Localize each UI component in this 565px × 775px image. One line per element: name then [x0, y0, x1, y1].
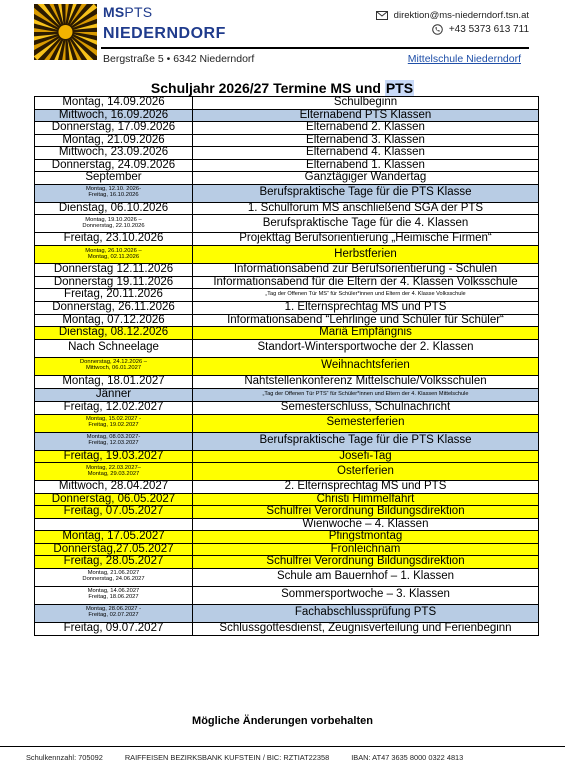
schedule-row	[35, 302, 539, 315]
row-event: Informationsabend für die Eltern der 4. Klassen Volksschule	[193, 276, 539, 289]
row-date: Mittwoch, 28.04.2027	[35, 481, 193, 494]
schedule-title: Schuljahr 2026/27 Termine MS und PTS	[150, 80, 414, 96]
row-date: Nach Schneelage	[35, 339, 193, 357]
row-event: Josefi-Tag	[193, 450, 539, 463]
row-date: Freitag, 19.03.2027	[35, 450, 193, 463]
schedule-row	[35, 147, 539, 160]
row-event: Semesterschluss, Schulnachricht	[193, 401, 539, 414]
row-event: Christi Himmelfahrt	[193, 493, 539, 506]
row-date: Mittwoch, 16.09.2026	[35, 109, 193, 122]
row-event: „Tag der Offenen Tür MS“ für Schüler*innen und Eltern der 4. Klasse Volksschule	[193, 289, 539, 302]
row-date: Freitag, 20.11.2026	[35, 289, 193, 302]
schedule-row	[35, 463, 539, 481]
row-event: Schulfrei Verordnung Bildungsdirektion	[193, 556, 539, 569]
schedule-row	[35, 233, 539, 246]
row-date: Freitag, 23.10.2026	[35, 233, 193, 246]
row-date: Montag, 14.06.2027 Freitag, 18.06.2027	[35, 586, 193, 604]
schedule-row	[35, 159, 539, 172]
schedule-row	[35, 414, 539, 432]
schedule-row	[35, 401, 539, 414]
row-event: Elternabend 3. Klassen	[193, 134, 539, 147]
schedule-row	[35, 246, 539, 264]
row-event: Schule am Bauernhof – 1. Klassen	[193, 568, 539, 586]
row-date: Freitag, 28.05.2027	[35, 556, 193, 569]
row-date: Montag, 07.12.2026	[35, 314, 193, 327]
row-date: Jänner	[35, 388, 193, 401]
schedule-row	[35, 481, 539, 494]
school-short-name: MSPTS	[103, 4, 153, 20]
row-event: Osterferien	[193, 463, 539, 481]
row-event: Ganztägiger Wandertag	[193, 172, 539, 185]
row-date: Donnerstag 19.11.2026	[35, 276, 193, 289]
row-date: Montag, 14.09.2026	[35, 97, 193, 110]
schedule-row	[35, 357, 539, 375]
sun-logo	[34, 4, 97, 60]
schedule-row	[35, 531, 539, 544]
row-event: Pfingstmontag	[193, 531, 539, 544]
school-name: NIEDERNDORF	[103, 25, 226, 42]
row-date: Montag, 26.10.2026 – Montag, 02.11.2026	[35, 246, 193, 264]
row-date: Donnerstag, 26.11.2026	[35, 302, 193, 315]
schedule-row	[35, 276, 539, 289]
row-event: Elternabend PTS Klassen	[193, 109, 539, 122]
row-event: Schulbeginn	[193, 97, 539, 110]
schedule-row	[35, 586, 539, 604]
contact-phone[interactable]: +43 5373 613 711	[432, 24, 529, 35]
row-event: Projekttag Berufsorientierung „Heimische Firmen“	[193, 233, 539, 246]
row-date	[35, 518, 193, 531]
row-event: Semesterferien	[193, 414, 539, 432]
row-date: Donnerstag, 24.09.2026	[35, 159, 193, 172]
row-date: Donnerstag, 17.09.2026	[35, 122, 193, 135]
row-event: Schulfrei Verordnung Bildungsdirektion	[193, 506, 539, 519]
schedule-row	[35, 622, 539, 635]
row-event: Elternabend 1. Klassen	[193, 159, 539, 172]
bank-info: RAIFFEISEN BEZIRKSBANK KUFSTEIN / BIC: RZTIAT22358	[124, 753, 330, 762]
row-date: Montag, 19.10.2026 – Donnerstag, 22.10.2026	[35, 215, 193, 233]
row-event: Herbstferien	[193, 246, 539, 264]
schedule-row	[35, 215, 539, 233]
header-divider	[101, 47, 529, 49]
row-date: Donnerstag, 06.05.2027	[35, 493, 193, 506]
schedule-row	[35, 604, 539, 622]
row-date: Montag, 15.02.2027 - Freitag, 19.02.2027	[35, 414, 193, 432]
disclaimer-note: Mögliche Änderungen vorbehalten	[192, 715, 373, 727]
schedule-row	[35, 184, 539, 202]
contact-email[interactable]: direktion@ms-niederndorf.tsn.at	[376, 10, 529, 21]
row-date: September	[35, 172, 193, 185]
row-date: Freitag, 12.02.2027	[35, 401, 193, 414]
schedule-row	[35, 506, 539, 519]
row-event: Fachabschlussprüfung PTS	[193, 604, 539, 622]
row-event: Berufspraktische Tage für die PTS Klasse	[193, 432, 539, 450]
row-event: Mariä Empfängnis	[193, 327, 539, 340]
row-event: Nahtstellenkonferenz Mittelschule/Volksschulen	[193, 375, 539, 388]
row-date: Montag, 21.09.2026	[35, 134, 193, 147]
phone-icon	[432, 24, 443, 35]
row-event: 2. Elternsprechtag MS und PTS	[193, 481, 539, 494]
row-date: Montag, 21.06.2027 Donnerstag, 24.06.2027	[35, 568, 193, 586]
row-date: Donnerstag,27.05.2027	[35, 543, 193, 556]
row-date: Donnerstag, 24.12.2026 – Mittwoch, 06.01.2027	[35, 357, 193, 375]
row-date: Montag, 18.01.2027	[35, 375, 193, 388]
row-date: Freitag, 09.07.2027	[35, 622, 193, 635]
schedule-row	[35, 289, 539, 302]
row-date: Dienstag, 06.10.2026	[35, 202, 193, 215]
row-date: Donnerstag 12.11.2026	[35, 264, 193, 277]
row-event: Berufspraktische Tage für die PTS Klasse	[193, 184, 539, 202]
schedule-row	[35, 388, 539, 401]
row-event: Weihnachtsferien	[193, 357, 539, 375]
school-address: Bergstraße 5 • 6342 Niederndorf	[103, 53, 255, 65]
schedule-row	[35, 97, 539, 110]
schedule-row	[35, 450, 539, 463]
row-date: Montag, 22.03.2027– Montag, 29.03.2027	[35, 463, 193, 481]
row-date: Montag, 08.03.2027- Freitag, 12.03.2027	[35, 432, 193, 450]
row-event: 1. Schulforum MS anschließend SGA der PTS	[193, 202, 539, 215]
schedule-row	[35, 314, 539, 327]
mail-icon	[376, 11, 388, 20]
row-event: „Tag der Offenen Tür PTS“ für Schüler*innen und Eltern der 4. Klassen Mittelschule	[193, 388, 539, 401]
schedule-row	[35, 432, 539, 450]
row-date: Dienstag, 08.12.2026	[35, 327, 193, 340]
schedule-row	[35, 134, 539, 147]
website-link[interactable]: Mittelschule Niederndorf	[407, 53, 521, 65]
schedule-row	[35, 568, 539, 586]
row-date: Montag, 28.06.2027 - Freitag, 02.07.2027	[35, 604, 193, 622]
row-event: Fronleichnam	[193, 543, 539, 556]
row-event: Sommersportwoche – 3. Klassen	[193, 586, 539, 604]
schedule-row	[35, 202, 539, 215]
row-event: Informationsabend “Lehrlinge und Schüler für Schüler“	[193, 314, 539, 327]
row-event: Wienwoche – 4. Klassen	[193, 518, 539, 531]
row-event: 1. Elternsprechtag MS und PTS	[193, 302, 539, 315]
row-date: Montag, 17.05.2027	[35, 531, 193, 544]
schedule-row	[35, 172, 539, 185]
schedule-row	[35, 556, 539, 569]
row-event: Elternabend 4. Klassen	[193, 147, 539, 160]
row-date: Freitag, 07.05.2027	[35, 506, 193, 519]
row-event: Informationsabend zur Berufsorientierung - Schulen	[193, 264, 539, 277]
footer-divider	[0, 746, 565, 747]
schedule-row	[35, 264, 539, 277]
row-event: Elternabend 2. Klassen	[193, 122, 539, 135]
schedule-row	[35, 327, 539, 340]
schedule-table	[34, 96, 539, 636]
schedule-row	[35, 122, 539, 135]
row-date: Montag, 12.10. 2026- Freitag, 16.10.2026	[35, 184, 193, 202]
schedule-row	[35, 493, 539, 506]
row-event: Berufspraktische Tage für die 4. Klassen	[193, 215, 539, 233]
schedule-row	[35, 109, 539, 122]
schedule-row	[35, 518, 539, 531]
iban: IBAN: AT47 3635 8000 0322 4813	[351, 753, 464, 762]
row-date: Mittwoch, 23.09.2026	[35, 147, 193, 160]
schedule-row	[35, 375, 539, 388]
schedule-row	[35, 543, 539, 556]
row-event: Schlussgottesdienst, Zeugnisverteilung und Ferienbeginn	[193, 622, 539, 635]
footer	[26, 753, 463, 762]
row-event: Standort-Wintersportwoche der 2. Klassen	[193, 339, 539, 357]
schedule-row	[35, 339, 539, 357]
school-id: Schulkennzahl: 705092	[26, 753, 103, 762]
